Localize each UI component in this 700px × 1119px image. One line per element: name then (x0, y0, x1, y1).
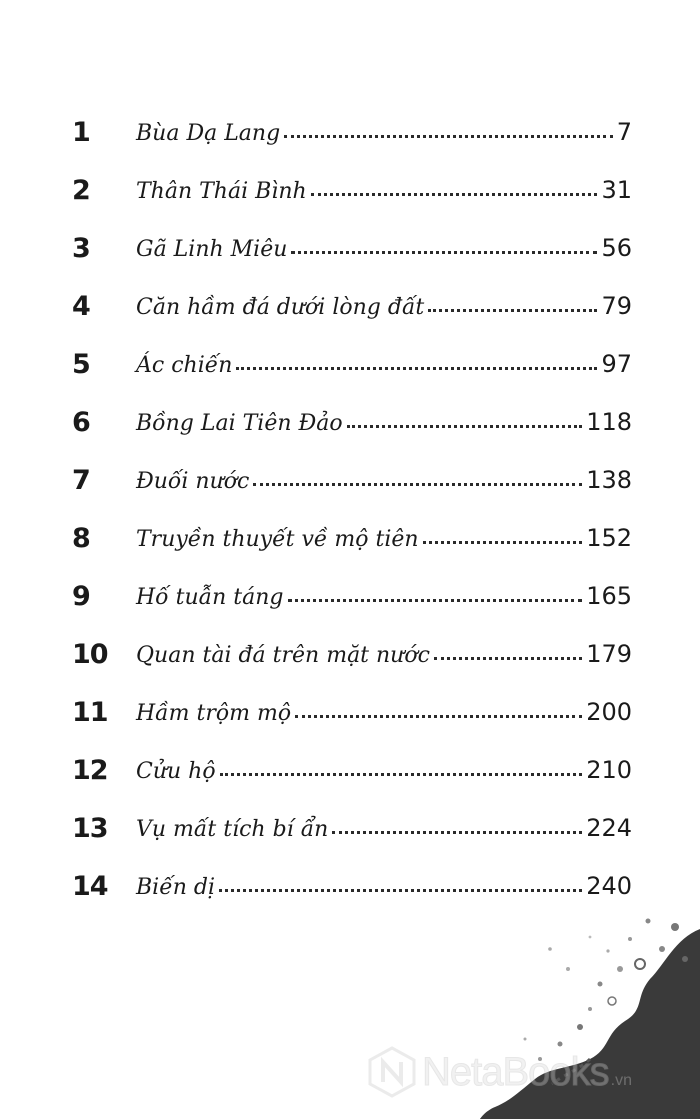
toc-entry (136, 864, 632, 910)
toc-entry (136, 168, 632, 214)
toc-entry (136, 400, 632, 446)
watermark-brand: NetaBooks (422, 1049, 609, 1094)
toc-entry (136, 458, 632, 504)
toc-entry (136, 806, 632, 852)
watermark (366, 1046, 632, 1098)
toc-entry (136, 690, 632, 736)
toc-row[interactable] (0, 162, 700, 220)
toc-row[interactable] (0, 626, 700, 684)
toc-number: 1 (72, 117, 90, 148)
toc-entry (136, 632, 632, 678)
dot-leader (428, 307, 597, 312)
toc-entry (136, 342, 632, 388)
toc-title: Đuối nước (136, 469, 250, 494)
toc-page-number: 138 (586, 466, 632, 494)
toc-row[interactable] (0, 104, 700, 162)
toc-number: 14 (72, 871, 108, 902)
dot-leader (332, 829, 582, 834)
toc-number: 13 (72, 813, 108, 844)
toc-title: Gã Linh Miêu (136, 237, 288, 262)
toc-number: 4 (72, 291, 90, 322)
dot-leader (347, 423, 583, 428)
netabooks-logo-icon (366, 1046, 418, 1098)
toc-number: 2 (72, 175, 90, 206)
toc-title: Hầm trộm mộ (136, 701, 292, 726)
toc-row[interactable] (0, 800, 700, 858)
toc-row[interactable] (0, 278, 700, 336)
toc-entry (136, 574, 632, 620)
toc-page-number: 179 (586, 640, 632, 668)
toc-title: Thân Thái Bình (136, 179, 307, 204)
toc-entry (136, 516, 632, 562)
dot-leader (284, 133, 613, 138)
toc-number: 7 (72, 465, 90, 496)
toc-number: 6 (72, 407, 90, 438)
dot-leader (291, 249, 597, 254)
toc-entry (136, 110, 632, 156)
toc-page-number: 152 (586, 524, 632, 552)
table-of-contents (0, 104, 700, 916)
toc-row[interactable] (0, 568, 700, 626)
toc-row[interactable] (0, 336, 700, 394)
toc-title: Bùa Dạ Lang (136, 121, 281, 146)
toc-title: Vụ mất tích bí ẩn (136, 817, 329, 842)
dot-leader (288, 597, 583, 602)
toc-page-number: 118 (586, 408, 632, 436)
toc-number: 3 (72, 233, 90, 264)
watermark-suffix: .vn (610, 1072, 633, 1089)
toc-number: 9 (72, 581, 90, 612)
toc-title: Bồng Lai Tiên Đảo (136, 411, 343, 436)
toc-number: 11 (72, 697, 108, 728)
toc-page-number: 240 (586, 872, 632, 900)
toc-number: 5 (72, 349, 90, 380)
dot-leader (295, 713, 582, 718)
toc-row[interactable] (0, 394, 700, 452)
toc-title: Căn hầm đá dưới lòng đất (136, 295, 425, 320)
dot-leader (253, 481, 582, 486)
toc-row[interactable] (0, 858, 700, 916)
toc-entry (136, 748, 632, 794)
toc-page-number: 31 (601, 176, 632, 204)
dot-leader (423, 539, 583, 544)
toc-page-number: 165 (586, 582, 632, 610)
toc-row[interactable] (0, 220, 700, 278)
toc-page-number: 200 (586, 698, 632, 726)
dot-leader (236, 365, 597, 370)
toc-page-number: 7 (616, 118, 632, 146)
dot-leader (434, 655, 582, 660)
toc-row[interactable] (0, 684, 700, 742)
dot-leader (219, 887, 582, 892)
toc-row[interactable] (0, 510, 700, 568)
toc-number: 12 (72, 755, 108, 786)
toc-page-number: 79 (601, 292, 632, 320)
toc-title: Biến dị (136, 875, 216, 900)
toc-page-number: 210 (586, 756, 632, 784)
toc-entry (136, 284, 632, 330)
toc-entry (136, 226, 632, 272)
toc-title: Ác chiến (136, 353, 233, 378)
dot-leader (311, 191, 598, 196)
toc-page-number: 97 (601, 350, 632, 378)
dot-leader (220, 771, 583, 776)
toc-row[interactable] (0, 452, 700, 510)
toc-number: 10 (72, 639, 108, 670)
toc-title: Truyền thuyết về mộ tiên (136, 527, 419, 552)
toc-title: Quan tài đá trên mặt nước (136, 643, 430, 668)
toc-page-number: 224 (586, 814, 632, 842)
toc-number: 8 (72, 523, 90, 554)
toc-title: Hố tuẫn táng (136, 585, 284, 610)
toc-page-number: 56 (601, 234, 632, 262)
toc-row[interactable] (0, 742, 700, 800)
toc-title: Cửu hộ (136, 759, 216, 784)
